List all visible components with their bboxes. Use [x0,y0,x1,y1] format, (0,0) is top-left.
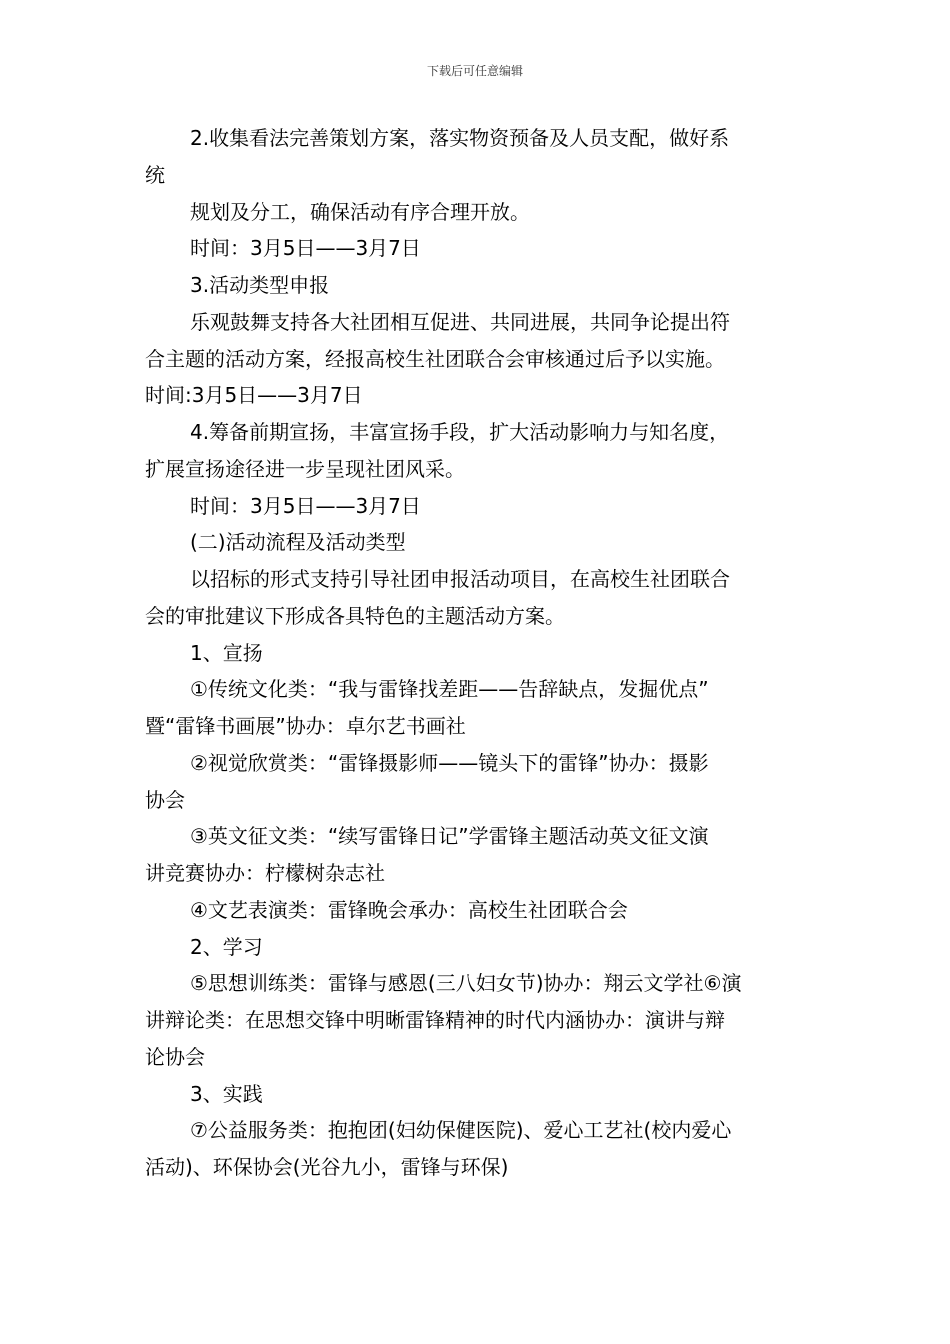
page-header: 下载后可任意编辑 [426,64,523,78]
text-line-22: ④文艺表演类：雷锋晚会承办：高校生社团联合会 [190,898,628,922]
text-line-27: 3、实践 [190,1082,263,1106]
text-line-1: 2.收集看法完善策划方案，落实物资预备及人员支配，做好系 [190,126,730,150]
text-line-2: 统 [145,163,165,187]
text-line-16: ①传统文化类：“我与雷锋找差距——告辞缺点，发掘优点” [190,677,709,701]
text-line-26: 论协会 [145,1045,205,1069]
text-line-3: 规划及分工，确保活动有序合理开放。 [190,200,530,224]
text-line-20: ③英文征文类：“续写雷锋日记”学雷锋主题活动英文征文演 [190,824,709,848]
text-line-5: 3.活动类型申报 [190,273,330,297]
text-line-11: 时间：3月5日——3月7日 [190,494,421,518]
text-line-8: 时间:3月5日——3月7日 [145,383,363,407]
text-line-18: ②视觉欣赏类：“雷锋摄影师——镜头下的雷锋”协办：摄影 [190,751,709,775]
text-line-7: 合主题的活动方案，经报高校生社团联合会审核通过后予以实施。 [145,347,725,371]
text-line-9: 4.筹备前期宣扬，丰富宣扬手段，扩大活动影响力与知名度， [190,420,730,444]
text-line-21: 讲竞赛协办：柠檬树杂志社 [145,861,385,885]
text-line-19: 协会 [145,788,185,812]
text-line-6: 乐观鼓舞支持各大社团相互促进、共同进展，共同争论提出符 [190,310,730,334]
text-line-24: ⑤思想训练类：雷锋与感恩(三八妇女节)协办：翔云文学社⑥演 [190,971,742,995]
text-line-29: 活动)、环保协会(光谷九小，雷锋与环保) [145,1155,509,1179]
text-line-14: 会的审批建议下形成各具特色的主题活动方案。 [145,604,565,628]
text-line-10: 扩展宣扬途径进一步呈现社团风采。 [145,457,465,481]
text-line-25: 讲辩论类：在思想交锋中明晰雷锋精神的时代内涵协办：演讲与辩 [145,1008,725,1032]
text-line-23: 2、学习 [190,935,263,959]
text-line-28: ⑦公益服务类：抱抱团(妇幼保健医院)、爱心工艺社(校内爱心 [190,1118,732,1142]
text-line-15: 1、宣扬 [190,641,263,665]
text-line-17: 暨“雷锋书画展”协办：卓尔艺书画社 [145,714,466,738]
text-line-13: 以招标的形式支持引导社团申报活动项目，在高校生社团联合 [190,567,730,591]
text-line-12: (二)活动流程及活动类型 [190,530,406,554]
text-line-4: 时间：3月5日——3月7日 [190,236,421,260]
